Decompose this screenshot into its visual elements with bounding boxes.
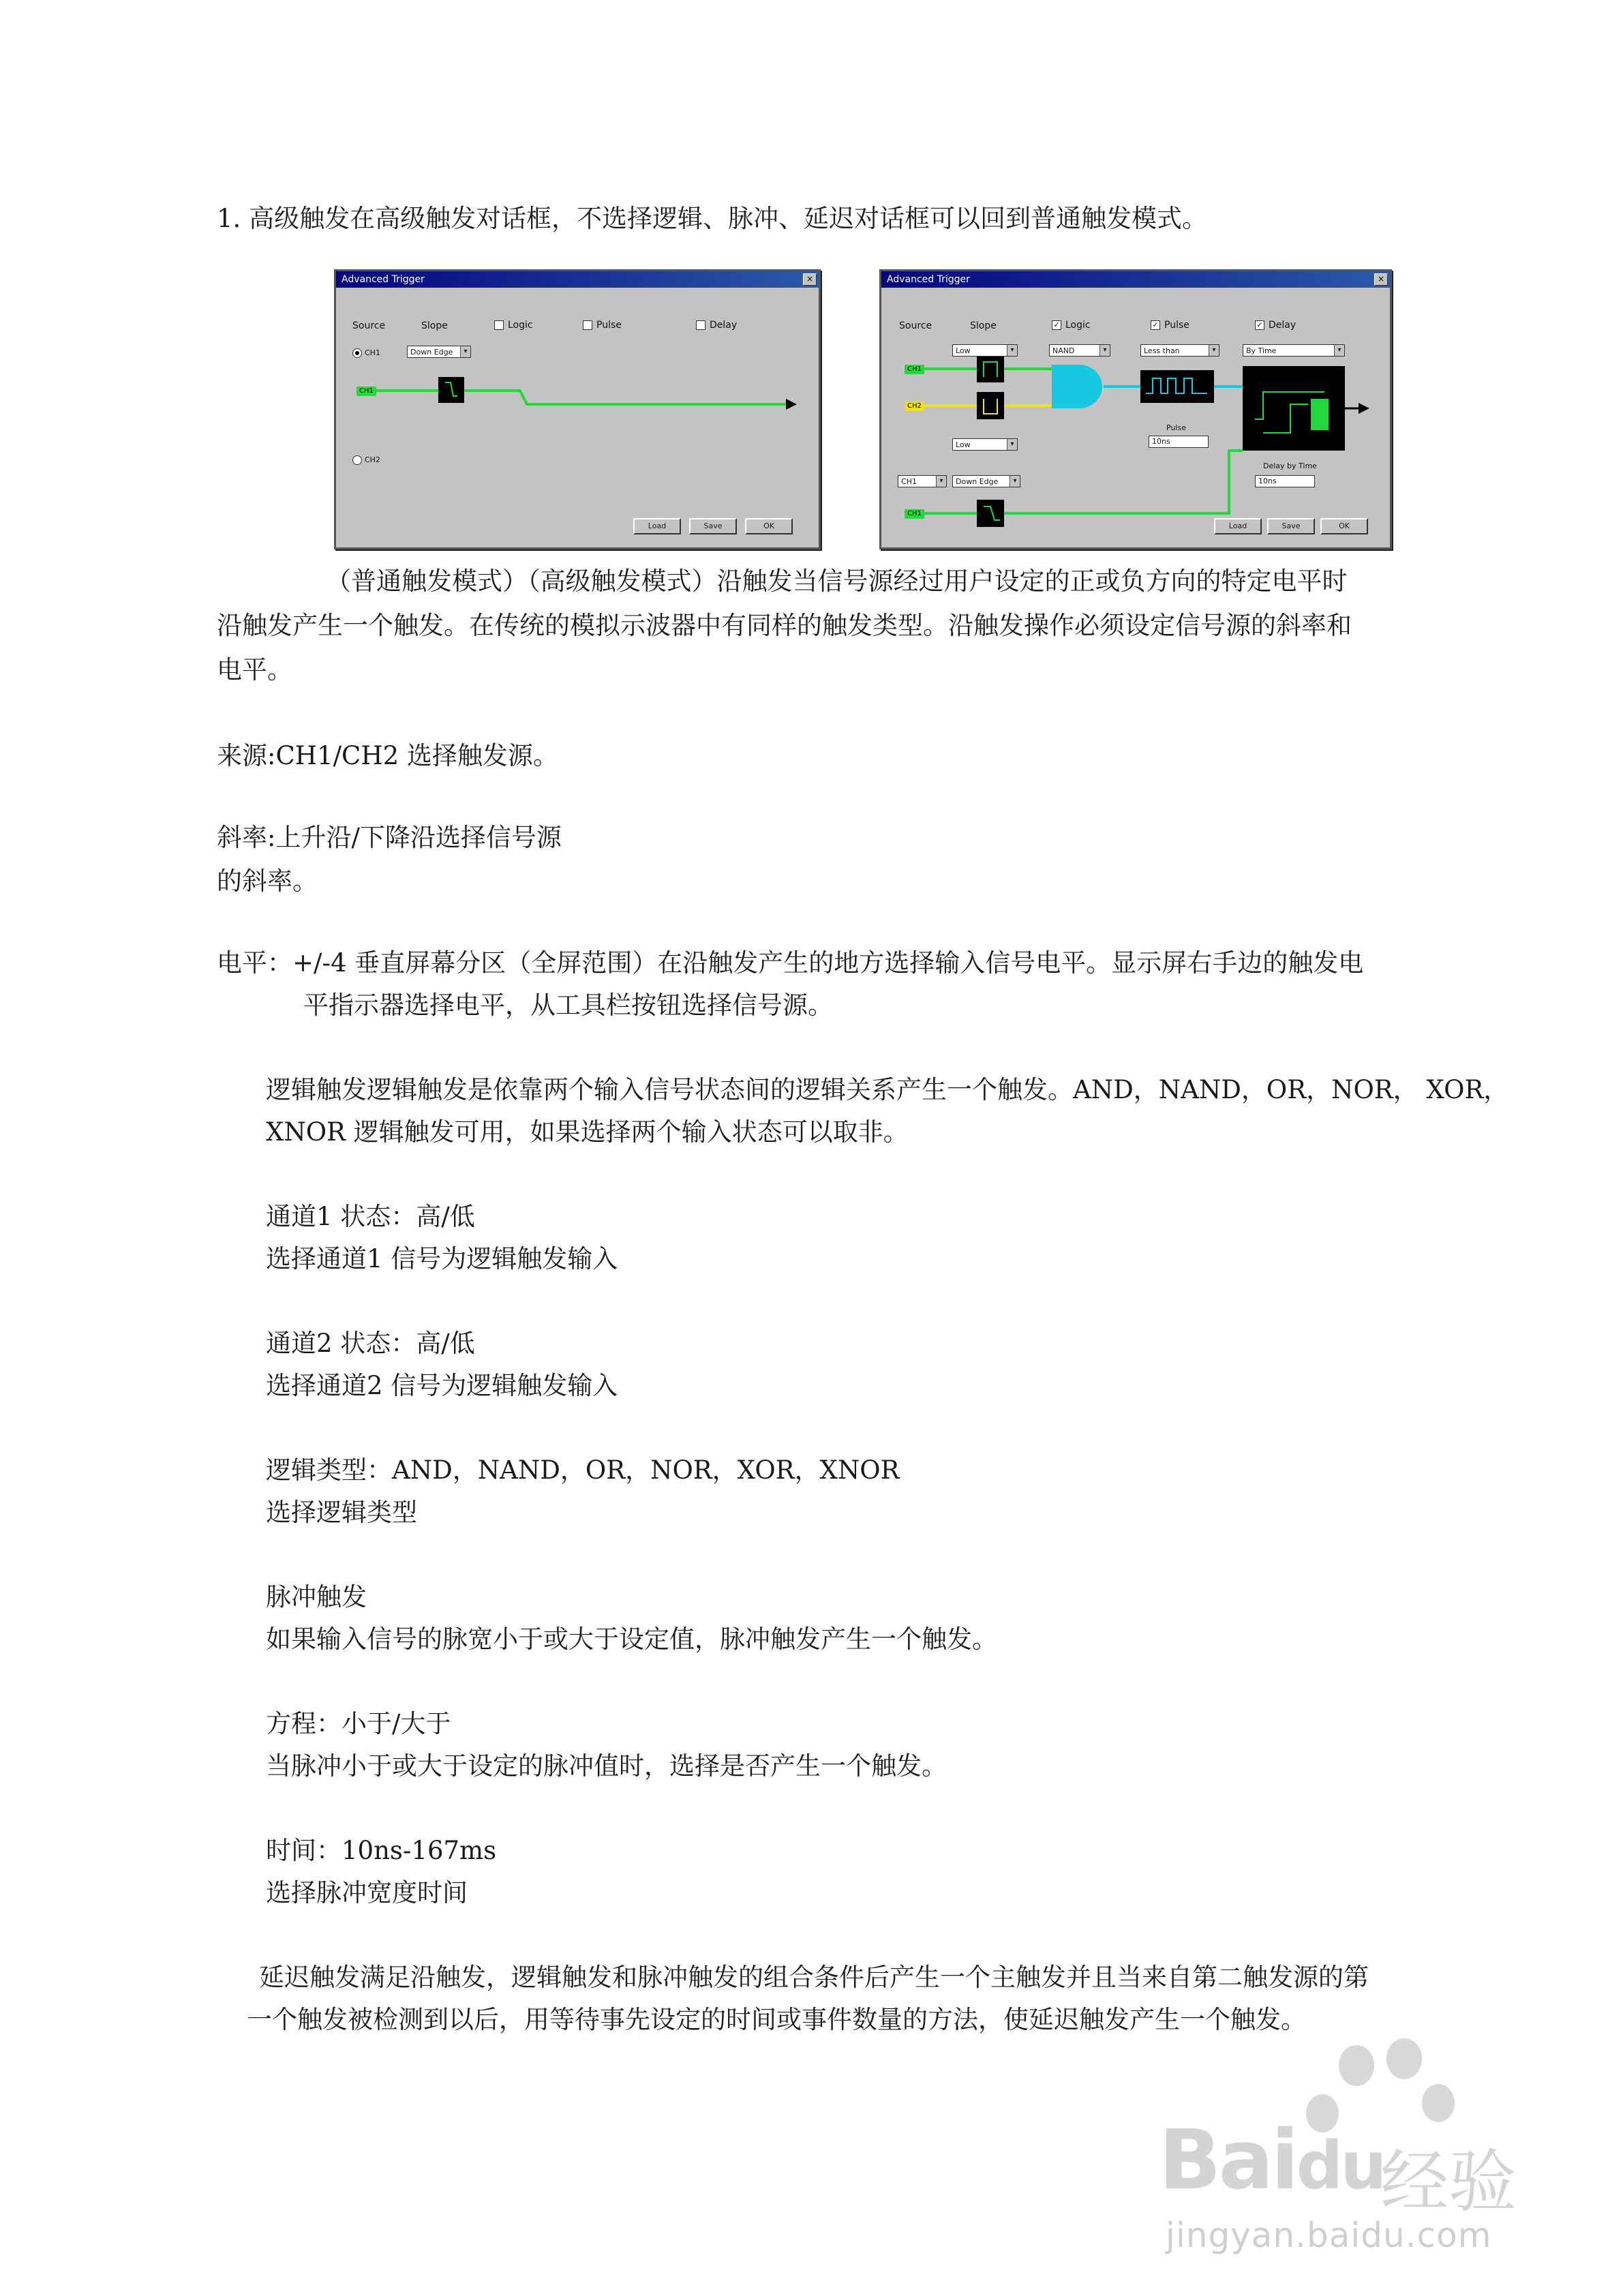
logic-type-select[interactable]: NAND ▾ (1049, 344, 1110, 357)
ch1-signal-tag: CH1 (357, 387, 376, 396)
slope-label: Slope (421, 320, 448, 331)
dialog-title: Advanced Trigger (887, 274, 970, 285)
delay-label: Delay (1269, 320, 1296, 331)
ch2-signal-tag: CH2 (905, 402, 924, 411)
logic-label: Logic (508, 320, 533, 331)
logic-type-line-2: 选择逻辑类型 (266, 1498, 417, 1527)
body-line: 电平。 (217, 655, 292, 684)
baidu-jingyan-watermark (1152, 2038, 1534, 2256)
dialog-titlebar (336, 271, 819, 288)
ok-button[interactable]: OK (1320, 518, 1368, 534)
caption-line: （普通触发模式）（高级触发模式）沿触发当信号源经过用户设定的正或负方向的特定电平时 (326, 567, 1348, 596)
slope-line: 斜率:上升沿/下降沿选择信号源 (217, 823, 562, 852)
time-line: 时间：10ns-167ms (266, 1836, 497, 1865)
delay-line: 延迟触发满足沿触发，逻辑触发和脉冲触发的组合条件后产生一个主触发并且当来自第二触发源的第 (259, 1963, 1369, 1992)
ch2-label: CH2 (365, 455, 380, 464)
slope-select[interactable]: Down Edge ▾ (407, 346, 471, 358)
close-icon[interactable]: × (803, 273, 817, 286)
normal-trigger-dialog (334, 269, 821, 549)
load-button[interactable]: Load (633, 518, 681, 534)
slope2-select[interactable]: Down Edge ▾ (952, 475, 1020, 487)
watermark-cn: 经验 (1380, 2142, 1517, 2222)
equation-line: 方程：小于/大于 (266, 1709, 451, 1738)
dialog-title: Advanced Trigger (342, 274, 425, 285)
level-line: 电平：+/-4 垂直屏幕分区（全屏范围）在沿触发产生的地方选择输入信号电平。显示屏右手边的触发电 (217, 948, 1364, 978)
ch1-state-line-2: 选择通道1 信号为逻辑触发输入 (266, 1244, 618, 1273)
pulse-label: Pulse (1164, 320, 1189, 331)
pulse-line: 如果输入信号的脉宽小于或大于设定值，脉冲触发产生一个触发。 (266, 1625, 997, 1654)
source2-select[interactable]: CH1 ▾ (898, 475, 947, 487)
delay-caption: Delay by Time (1263, 462, 1317, 470)
source-label: Source (899, 320, 932, 331)
delay-checkbox[interactable]: ✓ (1255, 320, 1264, 330)
pulse-checkbox[interactable] (583, 320, 592, 330)
logic-line-2: XNOR 逻辑触发可用，如果选择两个输入状态可以取非。 (266, 1117, 909, 1147)
delay-line-2: 一个触发被检测到以后，用等待事先设定的时间或事件数量的方法，使延迟触发产生一个触发。 (247, 2005, 1306, 2034)
pulse-caption: Pulse (1166, 423, 1186, 432)
source-line: 来源:CH1/CH2 选择触发源。 (217, 741, 558, 770)
close-icon[interactable]: × (1374, 273, 1388, 286)
ch2-state-line-2: 选择通道2 信号为逻辑触发输入 (266, 1371, 618, 1400)
dialog-titlebar (881, 271, 1390, 288)
pulse-label: Pulse (596, 320, 622, 331)
save-button[interactable]: Save (1267, 518, 1315, 534)
ch2-state-line: 通道2 状态：高/低 (266, 1329, 475, 1358)
slope-line-2: 的斜率。 (217, 866, 318, 896)
ch1-state-line: 通道1 状态：高/低 (266, 1202, 475, 1231)
advanced-trigger-dialog (879, 269, 1392, 549)
equation-line-2: 当脉冲小于或大于设定的脉冲值时，选择是否产生一个触发。 (266, 1751, 947, 1781)
pulse-checkbox[interactable]: ✓ (1151, 320, 1160, 330)
signal-path-diagram (881, 290, 1386, 545)
logic-label: Logic (1065, 320, 1091, 331)
delay-value-input[interactable]: 10ns (1255, 475, 1315, 487)
level-line-2: 平指示器选择电平，从工具栏按钮选择信号源。 (303, 991, 833, 1020)
ch1-bottom-signal-tag: CH1 (905, 509, 924, 519)
load-button[interactable]: Load (1214, 518, 1262, 534)
logic-checkbox[interactable] (494, 320, 504, 330)
pulse-type-select[interactable]: Less than ▾ (1140, 344, 1219, 357)
slope-label: Slope (970, 320, 997, 331)
intro-line: 1. 高级触发在高级触发对话框，不选择逻辑、脉冲、延迟对话框可以回到普通触发模式。 (217, 204, 1208, 233)
ok-button[interactable]: OK (745, 518, 793, 534)
logic-checkbox[interactable]: ✓ (1052, 320, 1061, 330)
delay-label: Delay (710, 320, 738, 331)
ch2-state-select[interactable]: Low ▾ (952, 438, 1018, 451)
ch1-signal-tag: CH1 (905, 365, 924, 374)
ch1-radio[interactable] (352, 348, 362, 358)
ch1-label: CH1 (365, 348, 380, 357)
watermark-brand: Baidu (1159, 2113, 1384, 2208)
ch2-radio[interactable] (352, 455, 362, 465)
pulse-value-input[interactable]: 10ns (1149, 436, 1209, 448)
delay-type-select[interactable]: By Time ▾ (1243, 344, 1345, 357)
source-label: Source (352, 320, 386, 331)
ch1-state-select[interactable]: Low ▾ (952, 344, 1018, 357)
time-line-2: 选择脉冲宽度时间 (266, 1878, 468, 1907)
pulse-heading: 脉冲触发 (266, 1582, 367, 1612)
watermark-url: jingyan.baidu.com (1166, 2216, 1492, 2255)
logic-line: 逻辑触发逻辑触发是依靠两个输入信号状态间的逻辑关系产生一个触发。AND，NAND，OR，NOR， XOR， (266, 1075, 1509, 1104)
delay-checkbox[interactable] (696, 320, 706, 330)
signal-path-diagram (336, 290, 815, 545)
logic-type-line: 逻辑类型：AND，NAND，OR，NOR，XOR，XNOR (266, 1455, 900, 1485)
save-button[interactable]: Save (689, 518, 737, 534)
body-line: 沿触发产生一个触发。在传统的模拟示波器中有同样的触发类型。沿触发操作必须设定信号源的斜率和 (217, 611, 1352, 640)
